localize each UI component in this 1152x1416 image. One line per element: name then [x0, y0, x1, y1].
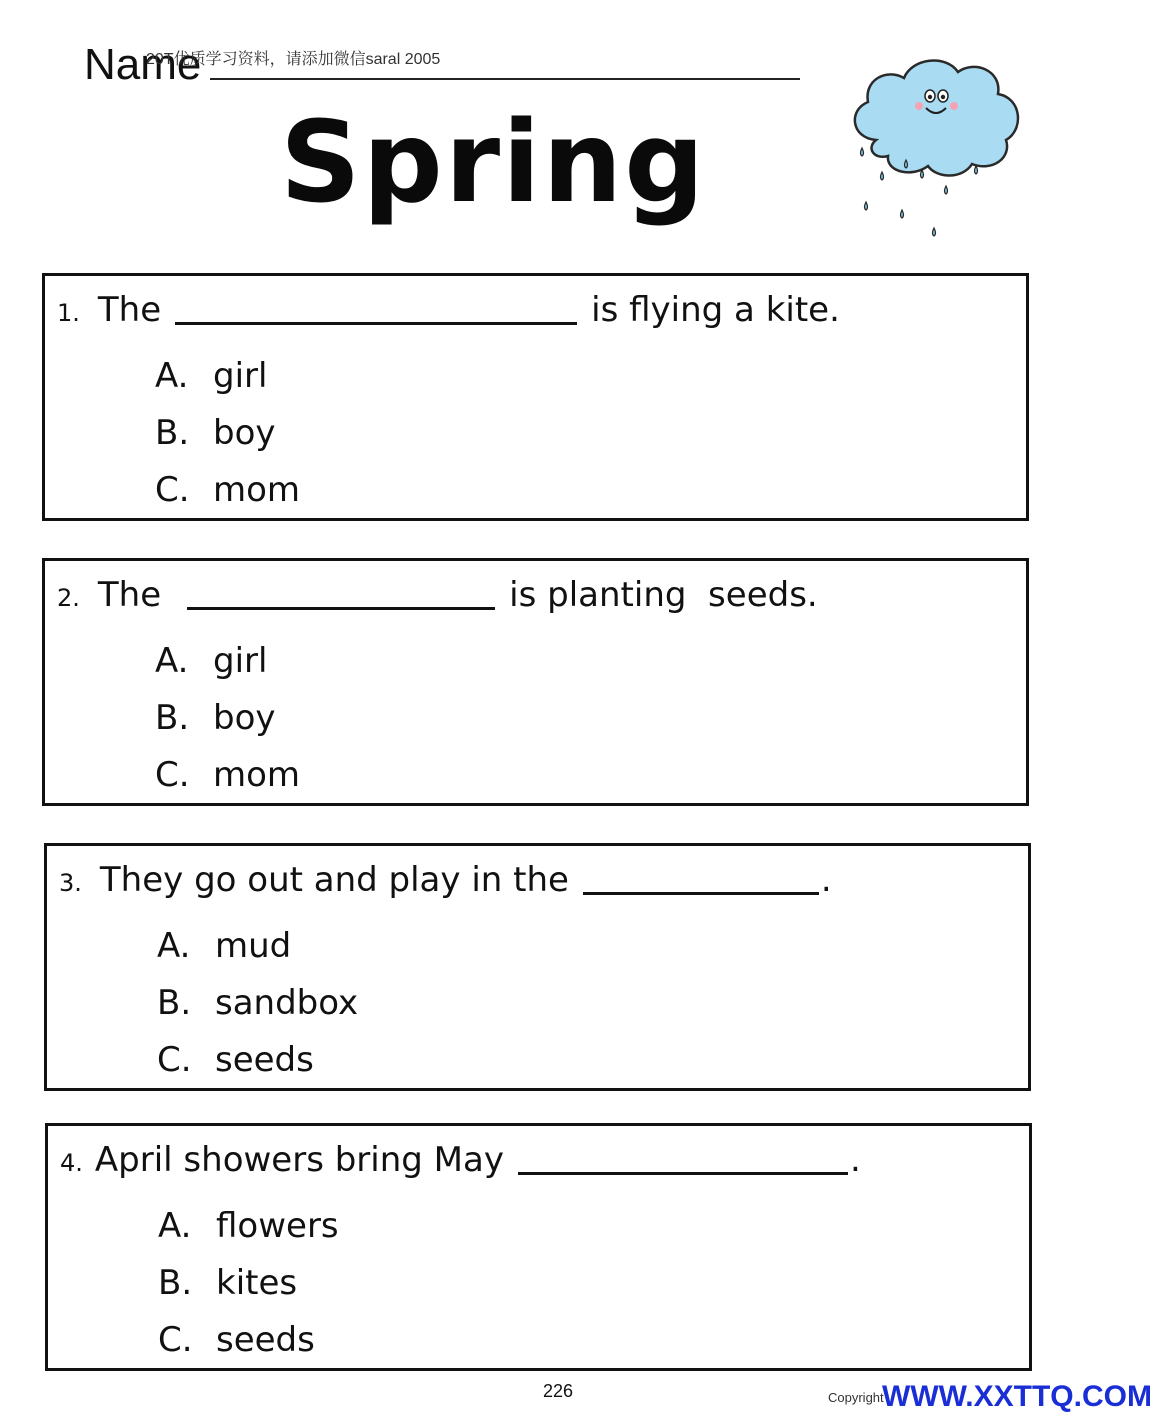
answer-blank[interactable]: [583, 891, 819, 895]
question-text-after: .: [849, 1140, 861, 1180]
option-b[interactable]: B. boy: [155, 413, 276, 453]
cloud-icon: [855, 61, 1018, 176]
option-b[interactable]: B. sandbox: [157, 983, 359, 1023]
option-a[interactable]: A. flowers: [158, 1206, 339, 1246]
rain-cloud-icon: [846, 50, 1026, 250]
question-number: 4.: [60, 1149, 83, 1177]
option-c[interactable]: C. seeds: [158, 1320, 315, 1360]
name-line: [210, 78, 800, 80]
site-watermark: WWW.XXTTQ.COM: [882, 1380, 1152, 1413]
options-list: [155, 633, 300, 804]
question-text-before: April showers bring May: [94, 1140, 504, 1180]
option-a[interactable]: A. mud: [157, 926, 292, 966]
question-number: 1.: [57, 299, 80, 327]
copyright-text: Copyright: [828, 1390, 884, 1405]
answer-blank[interactable]: [187, 606, 495, 610]
question-1-box: [42, 273, 1029, 521]
question-4-box: [45, 1123, 1032, 1371]
option-a[interactable]: A. girl: [155, 356, 268, 396]
options-list: [158, 1198, 339, 1369]
option-c[interactable]: C. mom: [155, 470, 301, 510]
option-a[interactable]: A. girl: [155, 641, 268, 681]
question-text-before: The: [97, 575, 162, 615]
name-label: Name: [84, 40, 202, 89]
question-3-box: [44, 843, 1031, 1091]
question-3-stem: [59, 860, 832, 900]
options-list: [155, 348, 300, 519]
question-number: 2.: [57, 584, 80, 612]
options-list: [157, 918, 358, 1089]
answer-blank[interactable]: [518, 1171, 848, 1175]
question-text-before: The: [97, 290, 162, 330]
question-2-stem: [57, 575, 818, 615]
question-text-after: is flying a kite.: [591, 290, 840, 330]
option-c[interactable]: C. seeds: [157, 1040, 314, 1080]
question-text-after: is planting seeds.: [509, 575, 818, 615]
question-4-stem: [60, 1140, 861, 1180]
question-2-box: [42, 558, 1029, 806]
question-text-before: They go out and play in the: [99, 860, 569, 900]
option-b[interactable]: B. kites: [158, 1263, 298, 1303]
question-number: 3.: [59, 869, 82, 897]
option-b[interactable]: B. boy: [155, 698, 276, 738]
watermark-text: 20T优质学习资料，请添加微信saral 2005: [146, 51, 441, 68]
option-c[interactable]: C. mom: [155, 755, 301, 795]
answer-blank[interactable]: [175, 321, 577, 325]
question-text-after: .: [820, 860, 832, 900]
page-title: Spring: [280, 98, 707, 228]
question-1-stem: [57, 290, 840, 330]
page-number: 226: [543, 1381, 574, 1401]
